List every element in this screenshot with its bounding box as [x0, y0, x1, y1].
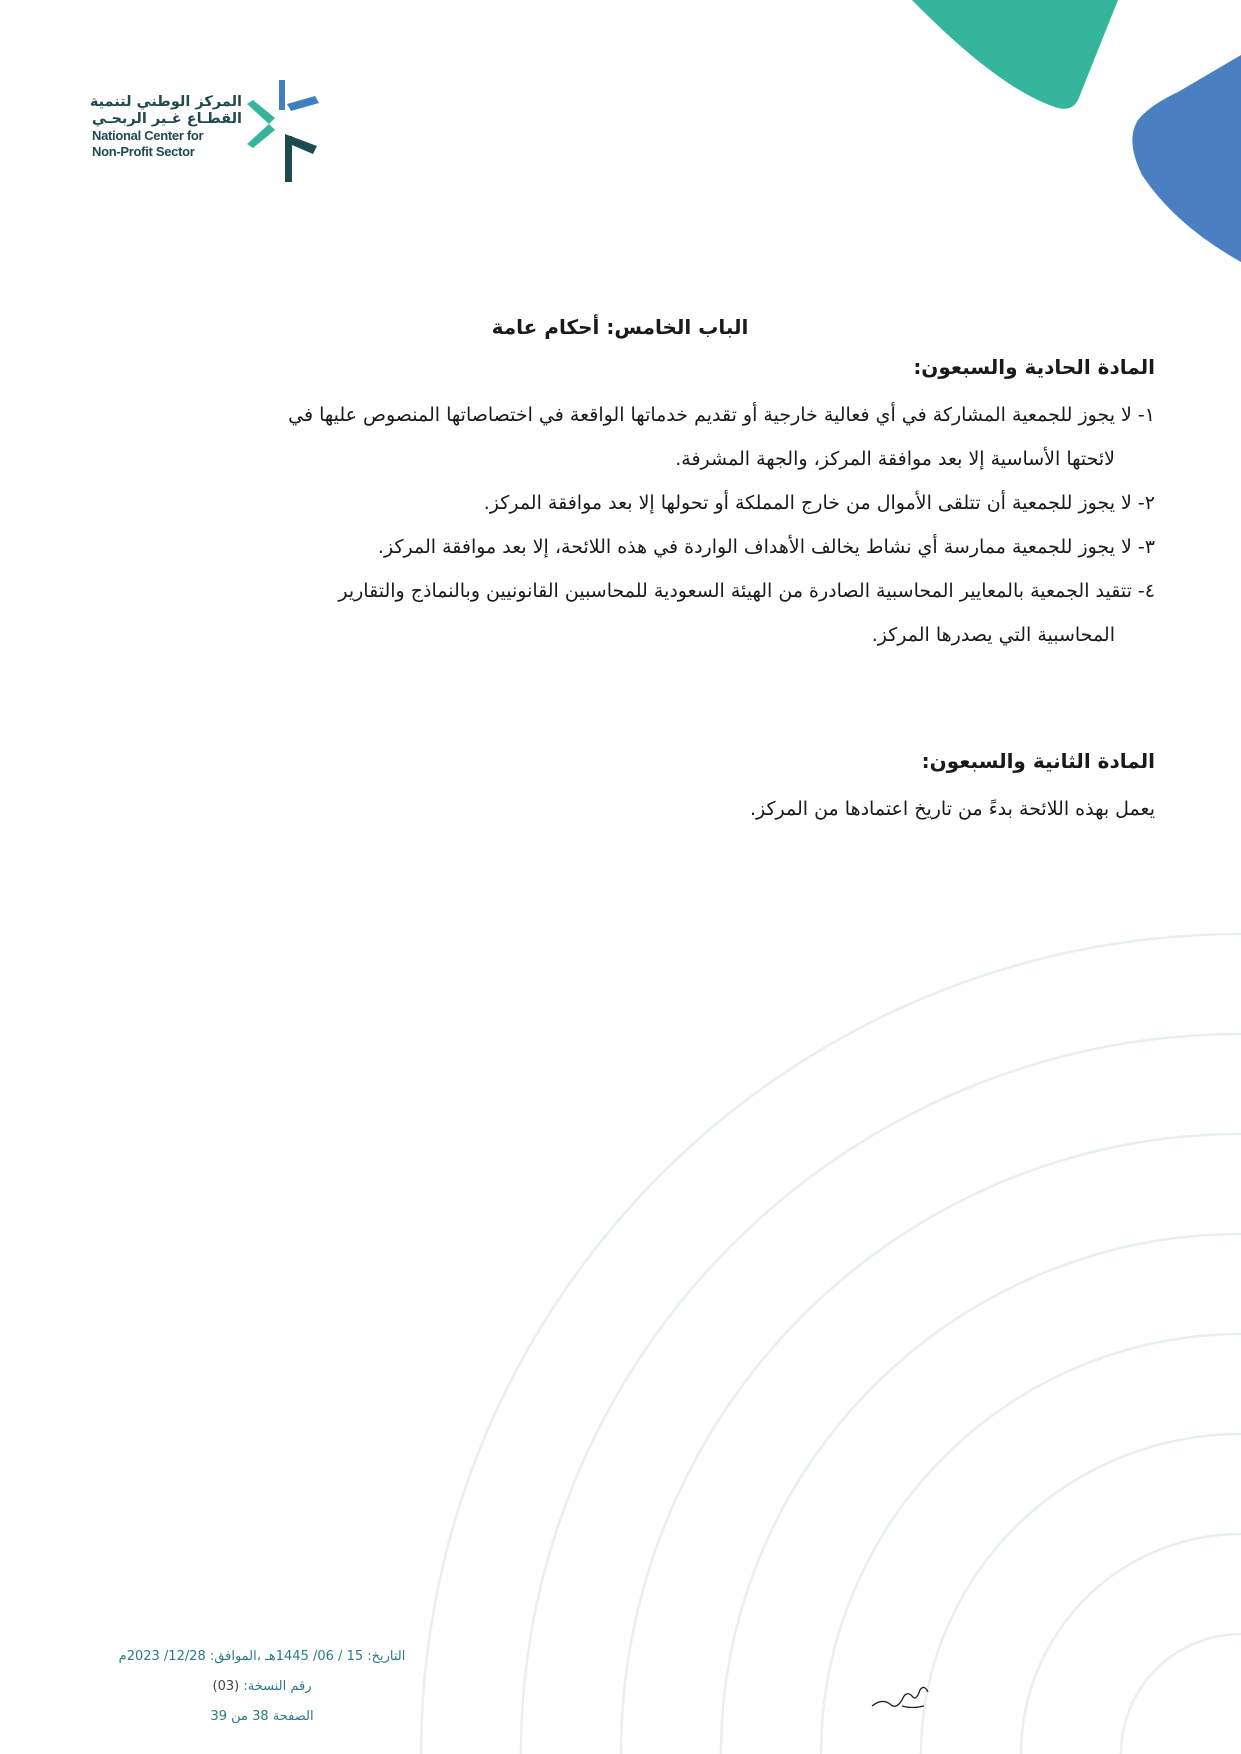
- article-71-item-2: [85, 481, 1155, 525]
- version-label: رقم النسخة:: [243, 1679, 312, 1694]
- date-value: 15 / 06/ 1445هـ ،الموافق: 12/28/ 2023م: [118, 1649, 364, 1664]
- chapter-title: الباب الخامس: أحكام عامة: [491, 315, 749, 339]
- article-71-item-1: [85, 393, 1155, 481]
- corner-shape-blue: [1132, 55, 1241, 262]
- logo-arabic-line1: المركز الوطني لتنمية: [89, 94, 242, 110]
- item-number: ٤-: [1137, 580, 1155, 602]
- item-text: لا يجوز للجمعية ممارسة أي نشاط يخالف الأهداف الواردة في هذه اللائحة، إلا بعد موافقة المركز.: [377, 536, 1132, 558]
- item-number: ٣-: [1137, 536, 1155, 558]
- logo-english-line2: Non-Profit Sector: [92, 144, 195, 159]
- logo-english-line1: National Center for: [92, 128, 204, 143]
- logo-arabic-line2: القطـاع غـير الربحـي: [91, 111, 242, 127]
- article-71-item-4: [85, 569, 1155, 657]
- article-71-title: المادة الحادية والسبعون:: [913, 355, 1155, 379]
- item-text: لا يجوز للجمعية أن تتلقى الأموال من خارج المملكة أو تحولها إلا بعد موافقة المركز.: [483, 492, 1132, 514]
- article-71-item-3: [85, 525, 1155, 569]
- page-footer: [92, 1642, 432, 1732]
- version-value: (03): [212, 1679, 240, 1694]
- item-text: تتقيد الجمعية بالمعايير المحاسبية الصادرة من الهيئة السعودية للمحاسبين القانونيين وبالنماذج والتقارير: [338, 580, 1132, 602]
- date-label: التاريخ:: [367, 1649, 406, 1664]
- page-number: الصفحة 38 من 39: [210, 1709, 314, 1724]
- item-continuation: المحاسبية التي يصدرها المركز.: [871, 624, 1115, 646]
- footer-version: [92, 1672, 432, 1702]
- footer-date: [92, 1642, 432, 1672]
- item-continuation: لائحتها الأساسية إلا بعد موافقة المركز، والجهة المشرفة.: [675, 448, 1115, 470]
- logo-mark-icon: [247, 78, 327, 183]
- item-number: ٢-: [1137, 492, 1155, 514]
- document-body: [85, 315, 1155, 831]
- item-number: ١-: [1137, 404, 1155, 426]
- signature-mark: [868, 1676, 938, 1716]
- organization-logo: [89, 78, 332, 183]
- corner-shape-teal: [912, 0, 1118, 109]
- article-72-text: يعمل بهذه اللائحة بدءً من تاريخ اعتمادها من المركز.: [749, 798, 1155, 820]
- logo-text: [89, 94, 242, 160]
- article-72-title: المادة الثانية والسبعون:: [921, 749, 1155, 773]
- item-text: لا يجوز للجمعية المشاركة في أي فعالية خارجية أو تقديم خدماتها الواقعة في اختصاصاتها المنصوص عليها في: [288, 404, 1132, 426]
